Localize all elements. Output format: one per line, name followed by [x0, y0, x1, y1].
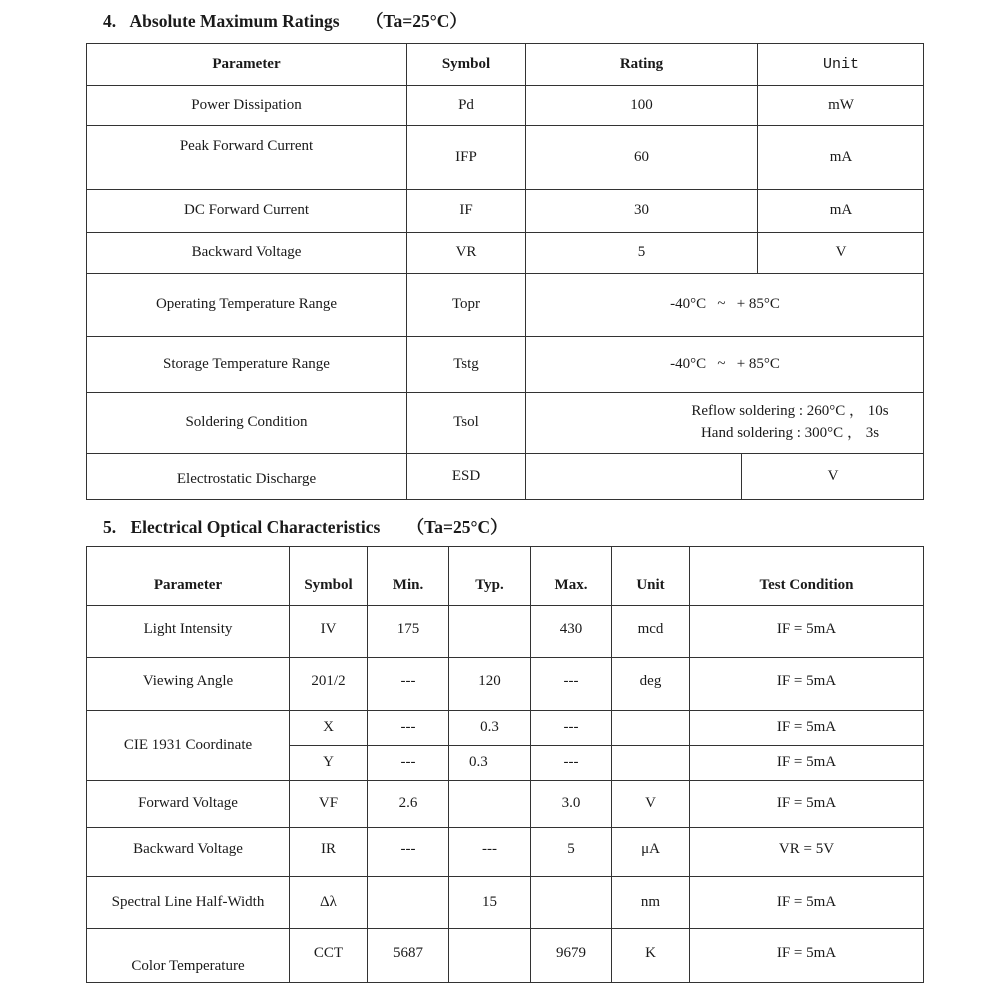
table-cell-condition: IF = 5mA [690, 711, 923, 746]
table-cell-symbol: X [290, 711, 368, 746]
header-rating: Rating [526, 44, 758, 86]
section-heading: Absolute Maximum Ratings [129, 11, 340, 31]
table-cell-symbol: IF [407, 190, 526, 233]
table-cell-typ: 0.3 [449, 711, 531, 746]
table-cell-typ: 120 [449, 658, 531, 711]
table-cell-parameter: Forward Voltage [87, 781, 290, 828]
header-min: Min. [368, 547, 449, 606]
table-cell-symbol: IV [290, 606, 368, 658]
table-cell-min [368, 877, 449, 929]
table-cell-condition: IF = 5mA [776, 945, 837, 961]
table-cell-typ [449, 929, 531, 982]
header-max: Max. [531, 547, 612, 606]
table-cell-symbol: Tstg [407, 337, 526, 393]
table-cell-max: --- [531, 711, 612, 746]
table-cell-unit: mcd [612, 606, 690, 658]
section-number: 5. [103, 517, 117, 537]
table-cell-unit: V [827, 467, 839, 484]
table-cell-symbol: ESD [407, 454, 526, 499]
table-cell-symbol: VR [407, 233, 526, 274]
table-cell-rating-span: -40°C ~ + 85°C [526, 337, 924, 393]
table-cell-rating-span: -40°C ~ + 85°C [526, 274, 924, 337]
table-cell-condition: IF = 5mA [690, 877, 923, 929]
table-cell-unit: nm [612, 877, 690, 929]
table-cell-parameter: Backward Voltage [87, 233, 407, 274]
header-parameter: Parameter [87, 547, 290, 606]
table-cell-parameter: Power Dissipation [87, 86, 407, 126]
table-cell-unit: V [758, 233, 924, 274]
table-cell-min: 5687 [368, 929, 449, 982]
table-cell-rating [526, 454, 742, 499]
section-condition: （Ta=25°C） [365, 11, 467, 31]
table-cell-parameter: Color Temperature [87, 929, 290, 982]
absolute-max-ratings-table [86, 43, 924, 500]
table-cell-rating: 30 [526, 190, 758, 233]
table-cell-max: 5 [531, 828, 612, 877]
table-cell-symbol: Tsol [407, 393, 526, 454]
table-cell-unit: mW [758, 86, 924, 126]
table-cell-symbol: 201/2 [290, 658, 368, 711]
header-parameter: Parameter [87, 44, 407, 86]
header-test-condition: Test Condition [690, 547, 923, 606]
table-cell-condition: IF = 5mA [690, 746, 923, 781]
table-cell-typ [449, 781, 531, 828]
table-cell-max: 9679 [531, 929, 612, 982]
table-cell-typ: --- [449, 828, 531, 877]
table-cell-symbol: IR [290, 828, 368, 877]
table-cell-parameter: Viewing Angle [87, 658, 290, 711]
header-symbol: Symbol [290, 547, 368, 606]
table-cell-unit: deg [612, 658, 690, 711]
header-typ: Typ. [449, 547, 531, 606]
table-cell-parameter: Soldering Condition [87, 393, 407, 454]
table-cell-min: 175 [368, 606, 449, 658]
table-cell-symbol: Y [290, 746, 368, 781]
table-cell-condition: VR = 5V [690, 828, 923, 877]
table-cell-condition: IF = 5mA [690, 606, 923, 658]
table-cell-symbol: Δλ [290, 877, 368, 929]
header-symbol: Symbol [407, 44, 526, 86]
table-cell-typ: 15 [449, 877, 531, 929]
section-4-title [103, 8, 467, 33]
table-cell-max: 3.0 [531, 781, 612, 828]
table-cell-symbol: Topr [407, 274, 526, 337]
section-number: 4. [103, 11, 117, 31]
table-cell-max: --- [531, 746, 612, 781]
table-cell-unit: mA [758, 126, 924, 190]
section-5-title [103, 514, 508, 539]
table-cell-condition: IF = 5mA [690, 658, 923, 711]
table-cell-parameter: DC Forward Current [87, 190, 407, 233]
table-cell-min: --- [368, 828, 449, 877]
table-cell-typ [449, 606, 531, 658]
table-cell-rating: 60 [526, 126, 758, 190]
table-cell-rating: 5 [526, 233, 758, 274]
table-cell-parameter: Light Intensity [87, 606, 290, 658]
table-cell-parameter: Electrostatic Discharge [87, 454, 407, 499]
table-cell-parameter: Peak Forward Current [87, 126, 407, 190]
table-cell-symbol: CCT [290, 929, 368, 982]
table-cell-rating-span [526, 393, 924, 454]
table-cell-unit: V [612, 781, 690, 828]
table-cell-parameter: Backward Voltage [87, 828, 290, 877]
table-cell-min: 2.6 [368, 781, 449, 828]
electrical-optical-table [86, 546, 924, 983]
table-cell-unit: mA [758, 190, 924, 233]
table-cell-unit: K [612, 929, 690, 982]
table-cell-unit [612, 746, 690, 781]
header-unit: Unit [612, 547, 690, 606]
soldering-reflow-line: Reflow soldering : 260°C ， 10s [691, 403, 889, 420]
table-cell-min: --- [368, 746, 449, 781]
table-cell-parameter: Spectral Line Half-Width [87, 877, 290, 929]
table-cell-condition: IF = 5mA [690, 781, 923, 828]
soldering-hand-line: Hand soldering : 300°C ， 3s [700, 425, 880, 441]
table-cell-min: --- [368, 711, 449, 746]
table-cell-rating: 100 [526, 86, 758, 126]
table-cell-max [531, 877, 612, 929]
table-cell-parameter-merged: CIE 1931 Coordinate [87, 711, 290, 781]
table-cell-symbol: Pd [407, 86, 526, 126]
table-cell-parameter: Storage Temperature Range [87, 337, 407, 393]
table-cell-parameter: Operating Temperature Range [87, 274, 407, 337]
table-cell-symbol: IFP [407, 126, 526, 190]
table-cell-unit [612, 711, 690, 746]
table-cell-symbol: VF [290, 781, 368, 828]
table-cell-max: 430 [531, 606, 612, 658]
table-cell-typ: 0.3 [449, 746, 531, 781]
header-unit: Unit [758, 44, 924, 86]
table-cell-max: --- [531, 658, 612, 711]
section-condition: （Ta=25°C） [406, 517, 508, 537]
table-cell-min: --- [368, 658, 449, 711]
section-heading: Electrical Optical Characteristics [130, 517, 381, 537]
table-cell-unit: μA [612, 828, 690, 877]
